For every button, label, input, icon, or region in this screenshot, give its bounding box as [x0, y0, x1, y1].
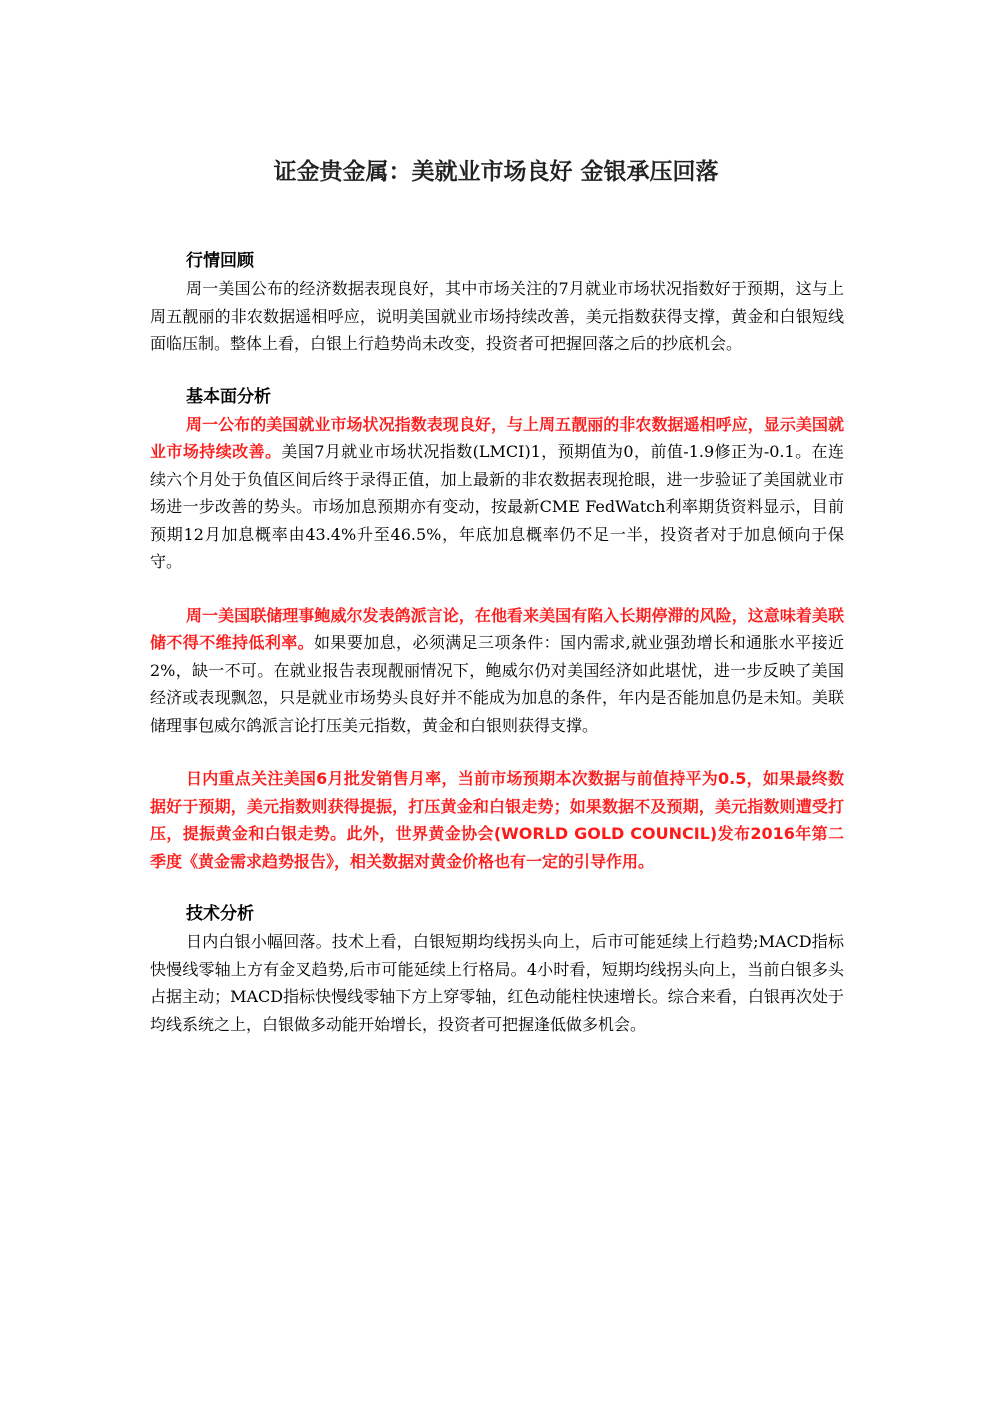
fundamental-paragraph-1 [150, 411, 844, 576]
body-text: 如果要加息，必须满足三项条件：国内需求,就业强劲增长和通胀水平接近2%，缺一不可。在就业报告表现靓丽情况下，鲍威尔仍对美国经济如此堪忧，进一步反映了美国经济或表现飘忽，只是就业市场势头良好并不能成为加息的条件，年内是否能加息仍是未知。美联储理事包威尔鸽派言论打压美元指数，黄金和白银则获得支撑。 [150, 633, 844, 735]
section-heading-fundamental-analysis: 基本面分析 [186, 386, 271, 407]
section-heading-market-review: 行情回顾 [186, 251, 254, 271]
section-market-review [150, 248, 844, 358]
technical-paragraph: 日内白银小幅回落。技术上看，白银短期均线拐头向上，后市可能延续上行趋势;MACD指标快慢线零轴上方有金叉趋势,后市可能延续上行格局。4小时看，短期均线拐头向上，当前白银多头占据主动；MACD指标快慢线零轴下方上穿零轴，红色动能柱快速增长。综合来看，白银再次处于均线系统之上，白银做多动能开始增长，投资者可把握逢低做多机会。 [150, 932, 844, 1034]
document-body [150, 248, 844, 1038]
spacer [150, 875, 844, 901]
spacer [150, 576, 844, 602]
section-heading-technical-analysis: 技术分析 [186, 904, 254, 924]
section-technical-analysis [150, 901, 844, 1038]
highlighted-text: 日内重点关注美国6月批发销售月率，当前市场预期本次数据与前值持平为0.5，如果最终数据好于预期，美元指数则获得提振，打压黄金和白银走势；如果数据不及预期，美元指数则遭受打压，提振黄金和白银走势。此外，世界黄金协会(WORLD GOLD COUNCIL)发布2016年第二季度《黄金需求趋势报告》，相关数据对黄金价格也有一定的引导作用。 [150, 769, 844, 871]
document-title: 证金贵金属：美就业市场良好 金银承压回落 [273, 159, 719, 185]
spacer [150, 739, 844, 765]
fundamental-paragraph-3 [150, 765, 844, 875]
market-review-paragraph: 周一美国公布的经济数据表现良好，其中市场关注的7月就业市场状况指数好于预期，这与上周五靓丽的非农数据遥相呼应，说明美国就业市场持续改善，美元指数获得支撑，黄金和白银短线面临压制。整体上看，白银上行趋势尚未改变，投资者可把握回落之后的抄底机会。 [150, 279, 844, 353]
section-fundamental-analysis [150, 384, 844, 876]
highlighted-text: 周一美国联储理事鲍威尔发表鸽派言论，在他看来美国有陷入长期停滞的风险，这意味着美联储不得不维持低利率。 [150, 605, 844, 652]
highlighted-text: 周一公布的美国就业市场状况指数表现良好，与上周五靓丽的非农数据遥相呼应，显示美国就业市场持续改善。 [150, 414, 844, 461]
body-text: 美国7月就业市场状况指数(LMCI)1，预期值为0，前值-1.9修正为-0.1。在连续六个月处于负值区间后终于录得正值，加上最新的非农数据表现抢眼，进一步验证了美国就业市场进一步改善的势头。市场加息预期亦有变动，按最新CME FedWatch利率期货资料显示，目前预期12月加息概率由43.4%升至46.5%，年底加息概率仍不足一半，投资者对于加息倾向于保守。 [150, 442, 844, 571]
spacer [150, 358, 844, 384]
fundamental-paragraph-2 [150, 602, 844, 740]
